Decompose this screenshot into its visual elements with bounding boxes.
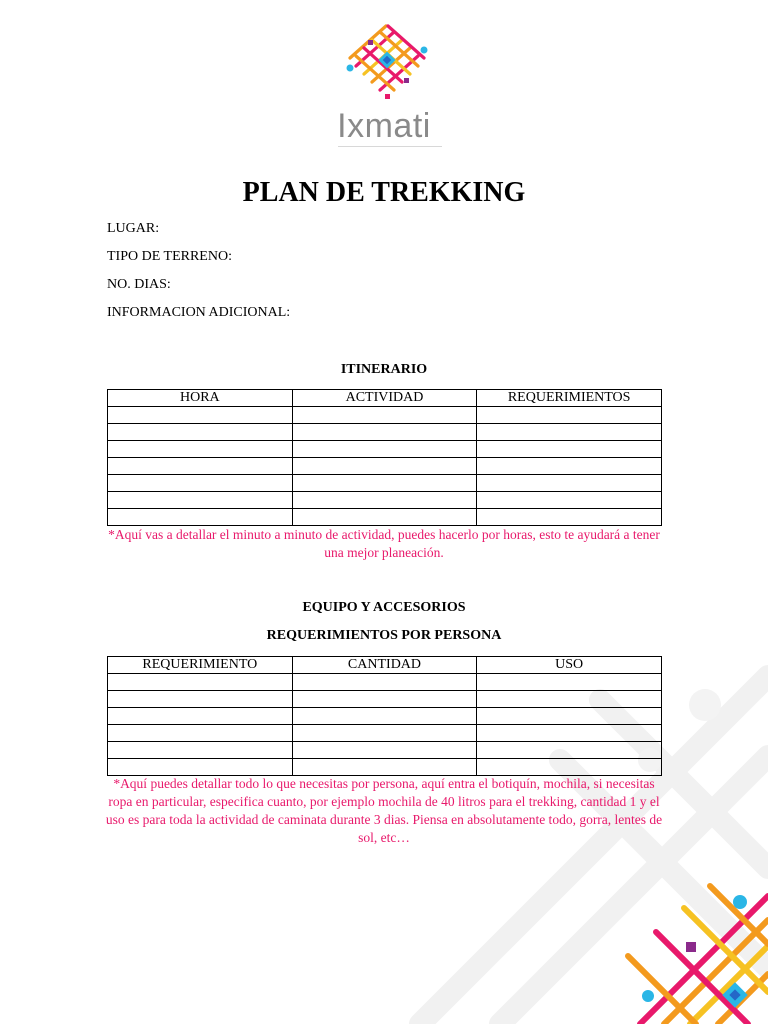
table-cell: [477, 674, 662, 691]
itinerary-row: [108, 424, 662, 441]
table-cell: [292, 492, 477, 509]
table-cell: [292, 475, 477, 492]
table-cell: [108, 759, 293, 776]
table-cell: [292, 742, 477, 759]
table-cell: [477, 742, 662, 759]
column-header: REQUERIMIENTO: [108, 657, 293, 674]
field-tipo-terreno: TIPO DE TERRENO:: [107, 249, 232, 264]
table-cell: [477, 725, 662, 742]
equipment-row: [108, 674, 662, 691]
table-cell: [292, 691, 477, 708]
equipment-note: *Aquí puedes detallar todo lo que necesitas por persona, aquí entra el botiquín, mochila, si necesitas ropa en particular, especifica cuanto, por ejemplo mochila de 40 litros para el trekking, cantidad 1 y el uso es para toda la actividad de caminata durante 3 dias. Piensa en absolutamente todo, gorra, lentes de sol, etc…: [105, 776, 663, 845]
equipment-table: [107, 656, 662, 776]
itinerary-row: [108, 475, 662, 492]
equipment-row: [108, 759, 662, 776]
table-cell: [292, 407, 477, 424]
table-cell: [477, 475, 662, 492]
table-cell: [292, 725, 477, 742]
brand-name: Ixmati: [337, 107, 431, 145]
table-cell: [108, 674, 293, 691]
column-header: ACTIVIDAD: [292, 390, 477, 407]
table-cell: [108, 424, 293, 441]
itinerary-header-row: [108, 390, 662, 407]
itinerary-table: [107, 389, 662, 526]
table-cell: [108, 492, 293, 509]
column-header: CANTIDAD: [292, 657, 477, 674]
equipment-heading: EQUIPO Y ACCESORIOS: [302, 600, 466, 615]
equipment-row: [108, 742, 662, 759]
table-cell: [477, 509, 662, 526]
table-cell: [477, 424, 662, 441]
ixmati-logo-icon: [342, 20, 432, 106]
table-cell: [477, 708, 662, 725]
equipment-row: [108, 725, 662, 742]
table-cell: [292, 441, 477, 458]
table-cell: [292, 674, 477, 691]
itinerary-row: [108, 407, 662, 424]
table-cell: [477, 458, 662, 475]
itinerary-heading: ITINERARIO: [340, 362, 428, 377]
equipment-subheading: REQUERIMIENTOS POR PERSONA: [266, 628, 502, 643]
field-no-dias: NO. DIAS:: [107, 277, 171, 292]
table-cell: [108, 441, 293, 458]
equipment-row: [108, 708, 662, 725]
table-cell: [108, 458, 293, 475]
equipment-header-row: [108, 657, 662, 674]
equipment-rows: [108, 674, 662, 776]
column-header: REQUERIMIENTOS: [477, 390, 662, 407]
page-title: PLAN DE TREKKING: [242, 177, 526, 208]
field-lugar: LUGAR:: [107, 221, 160, 236]
table-cell: [108, 509, 293, 526]
itinerary-note: *Aquí vas a detallar el minuto a minuto de actividad, puedes hacerlo por horas, esto te ayudará a tener una mejor planeación.: [108, 527, 660, 560]
column-header: HORA: [108, 390, 293, 407]
table-cell: [292, 759, 477, 776]
table-cell: [292, 458, 477, 475]
field-informacion-adicional: INFORMACION ADICIONAL:: [107, 305, 291, 320]
table-cell: [477, 441, 662, 458]
column-header: USO: [477, 657, 662, 674]
table-cell: [108, 725, 293, 742]
table-cell: [108, 742, 293, 759]
itinerary-row: [108, 492, 662, 509]
table-cell: [292, 708, 477, 725]
itinerary-row: [108, 458, 662, 475]
equipment-row: [108, 691, 662, 708]
table-cell: [108, 407, 293, 424]
itinerary-row: [108, 509, 662, 526]
table-cell: [477, 407, 662, 424]
table-cell: [292, 424, 477, 441]
table-cell: [477, 492, 662, 509]
table-cell: [108, 475, 293, 492]
itinerary-row: [108, 441, 662, 458]
corner-pattern-icon: [600, 860, 768, 1024]
logo-tagline-rule: [338, 146, 442, 147]
itinerary-rows: [108, 407, 662, 526]
table-cell: [292, 509, 477, 526]
table-cell: [477, 759, 662, 776]
table-cell: [477, 691, 662, 708]
table-cell: [108, 708, 293, 725]
table-cell: [108, 691, 293, 708]
